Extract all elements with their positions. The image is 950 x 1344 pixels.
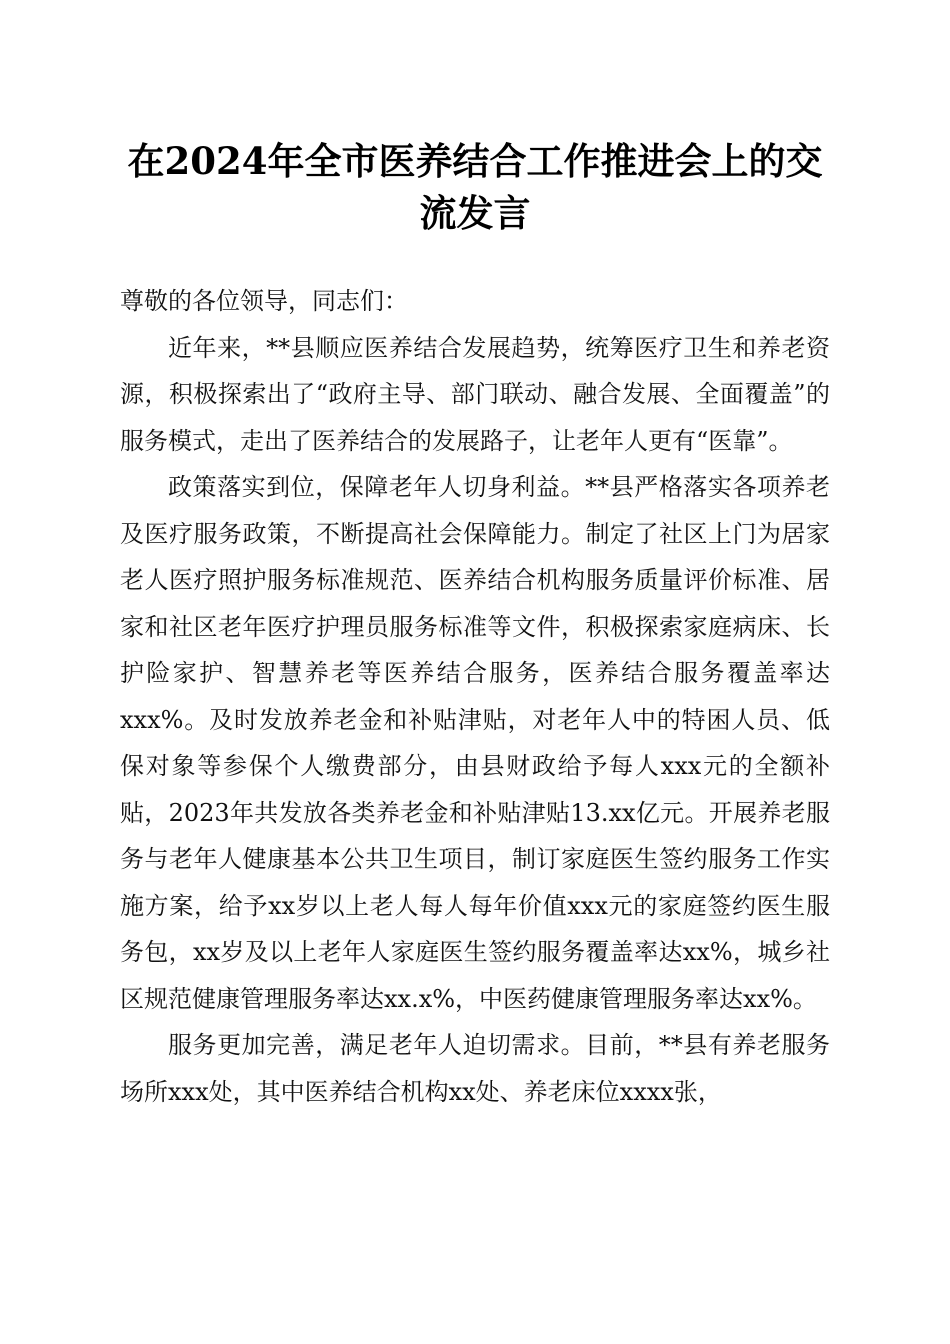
document-body — [120, 278, 830, 1115]
paragraph-service: 服务更加完善，满足老年人迫切需求。目前，**县有养老服务场所xxx处，其中医养结合机构xx处、养老床位xxxx张， — [120, 1031, 830, 1106]
salutation: 尊敬的各位领导，同志们： — [120, 287, 408, 315]
paragraph-intro: 近年来，**县顺应医养结合发展趋势，统筹医疗卫生和养老资源，积极探索出了“政府主导、部门联动、融合发展、全面覆盖”的服务模式，走出了医养结合的发展路子，让老年人更有“医靠”。 — [120, 333, 830, 455]
document-title: 在2024年全市医养结合工作推进会上的交流发言 — [127, 139, 823, 235]
paragraph-policy: 政策落实到位，保障老年人切身利益。**县严格落实各项养老及医疗服务政策，不断提高社会保障能力。制定了社区上门为居家老人医疗照护服务标准规范、医养结合机构服务质量评价标准、居家和社区老年医疗护理员服务标准等文件，积极探索家庭病床、长护险家护、智慧养老等医养结合服务，医养结合服务覆盖率达xxx%。及时发放养老金和补贴津贴，对老年人中的特困人员、低保对象等参保个人缴费部分，由县财政给予每人xxx元的全额补贴，2023年共发放各类养老金和补贴津贴13.xx亿元。开展养老服务与老年人健康基本公共卫生项目，制订家庭医生签约服务工作实施方案，给予xx岁以上老人每人每年价值xxx元的家庭签约医生服务包，xx岁及以上老年人家庭医生签约服务覆盖率达xx%，城乡社区规范健康管理服务率达xx.x%，中医药健康管理服务率达xx%。 — [120, 473, 830, 1013]
